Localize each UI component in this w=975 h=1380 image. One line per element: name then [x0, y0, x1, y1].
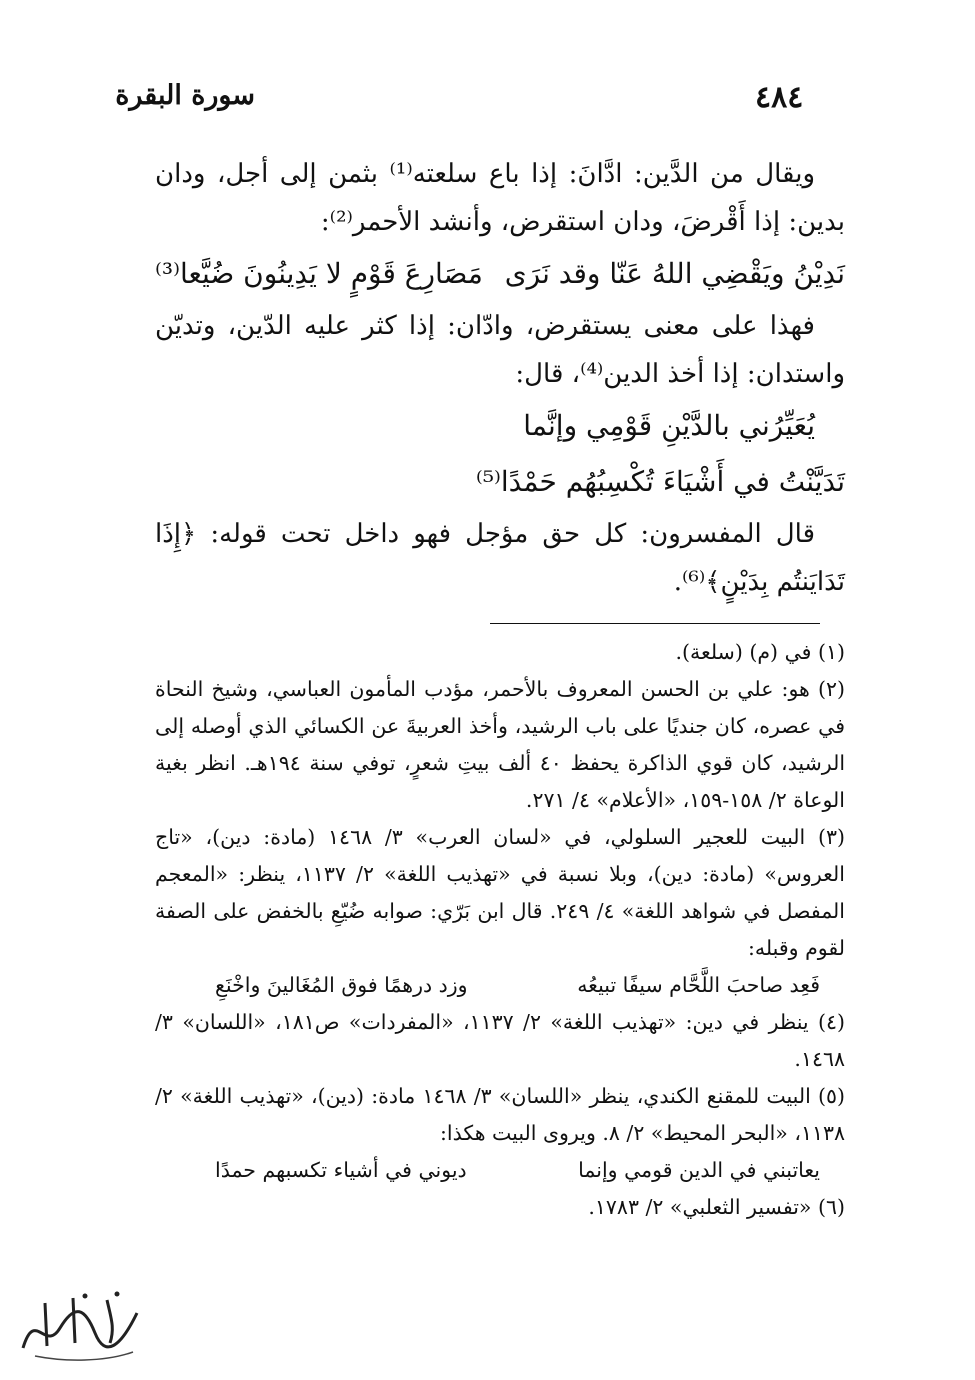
paragraph: قال المفسرون: كل حق مؤجل فهو داخل تحت قوله: ﴿إِذَا تَدَايَنتُم بِدَيْنٍ﴾⁽⁶⁾.: [155, 519, 845, 597]
footnote-divider: [490, 623, 820, 624]
footnote-verse: [155, 967, 845, 1004]
verse-hemistich: نَدِيْنُ ويَقْضِي اللهُ عَنّا وقد نَرَى: [504, 257, 845, 290]
surah-title: سورة البقرة: [115, 80, 255, 111]
calligraphy-logo: [15, 1288, 145, 1364]
verse-hemistich: تَدَيَّنْتُ في أَشْيَاءَ تُكْسِبُهُم حَمْدًا⁽⁵⁾: [475, 465, 845, 498]
poem-verse: [155, 246, 845, 302]
paragraph: ويقال من الدَّين: ادَّانَ: إذا باع سلعته⁽¹⁾ بثمن إلى أجل، ودان بدين: إذا أَقْرضَ، ودان استقرض، وأنشد الأحمر⁽²⁾:: [155, 159, 845, 237]
verse-hemistich: يُعَيِّرُني بالدَّيْنِ قَوْمِي وإنَّما: [523, 409, 815, 442]
page-number: ٤٨٤: [755, 80, 804, 115]
footnote: (١) في (م) (سلعة).: [675, 640, 845, 664]
footnotes: [155, 634, 845, 1226]
paragraph: فهذا على معنى يستقرض، وادّان: إذا كثر عليه الدّين، وتديّن واستدان: إذا أخذ الدين⁽⁴⁾، قال:: [155, 311, 845, 389]
footnote: (٦) «تفسير الثعلبي» ٢/ ١٧٨٣.: [588, 1195, 845, 1219]
footnote: (٥) البيت للمقنع الكندي، ينظر «اللسان» ٣/ ١٤٦٨ مادة: (دين)، «تهذيب اللغة» ٢/ ١١٣٨، «البحر المحيط» ٢/ ٨. ويروى البيت هكذا:: [155, 1084, 845, 1145]
footnote: (٣) البيت للعجير السلولي، في «لسان العرب» ٣/ ١٤٦٨ (مادة: دين)، «تاج العروس» (مادة: دين)، وبلا نسبة في «تهذيب اللغة» ٢/ ١١٣٧، ينظر: «المعجم المفصل في شواهد اللغة» ٤/ ٢٤٩. قال ابن بَرّي: صوابه ضُيّعِ بالخفض على الصفة لقوم وقبله:: [155, 825, 845, 960]
footnote-verse: [155, 1152, 845, 1189]
verse-hemistich: فَعِد صاحبَ اللَّحَّام سيفًا تبيعُه: [577, 973, 820, 997]
verse-hemistich: مَصَارِعَ قَوْمٍ لا يَدِينُونَ ضُيَّعا⁽³⁾: [155, 257, 483, 290]
verse-hemistich: ديوني في أشياء تكسبهم حمدًا: [215, 1158, 467, 1182]
main-text: [155, 150, 845, 606]
footnote: (٢) هو: علي بن الحسن المعروف بالأحمر، مؤدب المأمون العباسي، وشيخ النحاة في عصره، كان جنديًا على باب الرشيد، وأخذ العربيةَ عن الكسائي الذي أوصله إلى الرشيد، كان قوي الذاكرة يحفظ ٤٠ ألف بيتِ شعرٍ، توفي سنة ١٩٤هـ. انظر بغية الوعاة ٢/ ١٥٨-١٥٩، «الأعلام» ٤/ ٢٧١.: [155, 677, 846, 812]
verse-hemistich: يعاتبني في الدين قومي وإنما: [578, 1158, 820, 1182]
footnote: (٤) ينظر في دين: «تهذيب اللغة» ٢/ ١١٣٧، «المفردات» ص١٨١، «اللسان» ٣/ ١٤٦٨.: [155, 1010, 845, 1071]
verse-hemistich: وزد درهمًا فوق المُغَالينَ واخْنَعِ: [215, 973, 468, 997]
